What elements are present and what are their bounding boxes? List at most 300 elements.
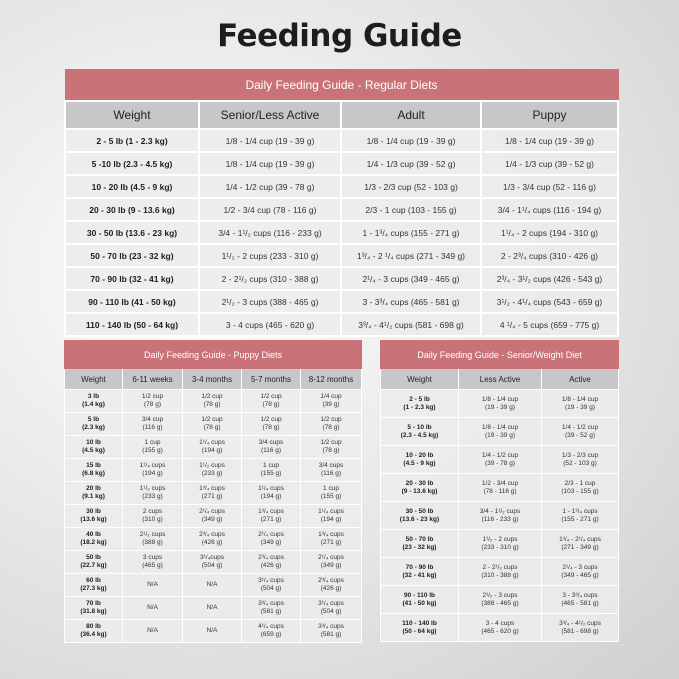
table-row: [65, 198, 618, 221]
column-header: 3-4 months: [183, 369, 242, 390]
column-header: Weight: [65, 369, 123, 390]
cell-primary-text: 1/4 - 1/2 cup: [561, 423, 599, 431]
cell-secondary-text: (4.5 - 9 kg): [403, 459, 436, 467]
cell-secondary-text: (426 g): [201, 539, 223, 546]
amount-cell: [459, 418, 542, 446]
table-row: [381, 502, 619, 530]
cell-secondary-text: (78 g): [203, 424, 221, 431]
table-row: [381, 614, 619, 642]
table-row: [65, 620, 362, 643]
cell-primary-text: 30 lb: [86, 508, 101, 516]
amount-cell: 3/4 - 1¹/₄ cups (116 - 194 g): [481, 198, 618, 221]
cell-primary-text: 1 cup: [323, 485, 339, 493]
cell-primary-text: 20 - 30 lb: [405, 479, 434, 487]
cell-secondary-text: (116 g): [142, 424, 163, 431]
weight-cell: 5 -10 lb (2.3 - 4.5 kg): [65, 152, 199, 175]
table-row: [65, 528, 362, 551]
amount-cell: [183, 551, 242, 574]
cell-secondary-text: (78 - 116 g): [483, 487, 517, 495]
cell-primary-text: 3/4 - 1¹/₂ cups: [479, 507, 521, 515]
weight-cell: [65, 597, 123, 620]
cell-secondary-text: (194 g): [142, 470, 163, 477]
amount-cell: [301, 390, 362, 413]
cell-primary-text: 1/2 cup: [260, 393, 282, 401]
cell-secondary-text: (13.6 kg): [80, 516, 107, 523]
amount-cell: [242, 436, 301, 459]
amount-cell: 2/3 - 1 cup (103 - 155 g): [341, 198, 481, 221]
cell-secondary-text: (349 g): [201, 516, 223, 523]
amount-cell: [301, 597, 362, 620]
column-header: 8-12 months: [301, 369, 362, 390]
cell-primary-text: 60 lb: [86, 577, 101, 585]
senior-weight-diet-heading: Daily Feeding Guide - Senior/Weight Diet: [381, 341, 619, 369]
weight-cell: [381, 390, 459, 418]
cell-secondary-text: (23 - 32 kg): [402, 543, 437, 551]
amount-cell: [542, 446, 619, 474]
cell-primary-text: 10 lb: [86, 439, 101, 447]
cell-primary-text: 2 - 5 lb: [409, 395, 430, 403]
cell-secondary-text: (39 - 52 g): [565, 431, 595, 439]
column-header: 6-11 weeks: [123, 369, 183, 390]
column-header: Less Active: [459, 369, 542, 390]
cell-secondary-text: (18.2 kg): [80, 539, 107, 546]
cell-secondary-text: (426 g): [320, 585, 342, 592]
cell-primary-text: 90 - 110 lb: [403, 591, 436, 599]
cell-secondary-text: (349 g): [260, 539, 282, 546]
amount-cell: [242, 505, 301, 528]
cell-primary-text: 1 cup: [263, 462, 279, 470]
amount-cell: [183, 597, 242, 620]
weight-cell: [65, 574, 123, 597]
puppy-diets-table: [64, 340, 362, 643]
amount-cell: [183, 574, 242, 597]
cell-primary-text: 1/2 cup: [260, 416, 282, 424]
weight-cell: [65, 528, 123, 551]
cell-secondary-text: (116 g): [260, 447, 282, 454]
table-row: [381, 446, 619, 474]
cell-primary-text: 3 - 4 cups: [485, 619, 515, 627]
cell-secondary-text: (78 g): [262, 424, 280, 431]
table-row: [381, 558, 619, 586]
amount-cell: 2³/₄ - 3¹/₂ cups (426 - 543 g): [481, 267, 618, 290]
table-row: [65, 413, 362, 436]
cell-secondary-text: (155 g): [260, 470, 282, 477]
amount-cell: [242, 597, 301, 620]
amount-cell: [123, 574, 183, 597]
table-row: [65, 313, 618, 336]
amount-cell: [301, 620, 362, 643]
table-row: [65, 574, 362, 597]
page-title: Feeding Guide: [217, 18, 462, 54]
weight-cell: [381, 530, 459, 558]
cell-secondary-text: (310 g): [142, 516, 163, 523]
cell-secondary-text: (78 g): [144, 401, 161, 408]
table-row: [65, 436, 362, 459]
cell-primary-text: 3³/₄ - 4¹/₂ cups: [559, 619, 601, 627]
weight-cell: [65, 551, 123, 574]
amount-cell: [123, 390, 183, 413]
cell-primary-text: 1 cup: [144, 439, 161, 447]
amount-cell: [123, 551, 183, 574]
cell-secondary-text: (52 - 103 g): [563, 459, 597, 467]
cell-secondary-text: (504 g): [201, 562, 223, 569]
amount-cell: [459, 446, 542, 474]
cell-primary-text: 2³/₄ cups: [258, 554, 284, 562]
amount-cell: [301, 482, 362, 505]
cell-primary-text: 1/2 cup: [320, 439, 342, 447]
cell-primary-text: N/A: [206, 604, 218, 612]
cell-primary-text: 3¹/₄ cups: [318, 600, 344, 608]
weight-cell: 70 - 90 lb (32 - 41 kg): [65, 267, 199, 290]
cell-primary-text: N/A: [206, 581, 218, 589]
cell-secondary-text: (4.5 kg): [82, 447, 105, 454]
cell-primary-text: 1/8 - 1/4 cup: [561, 395, 599, 403]
cell-primary-text: 2³/₄ cups: [318, 577, 344, 585]
cell-primary-text: 2¹/₄ - 3 cups: [562, 563, 598, 571]
cell-secondary-text: (13.6 - 23 kg): [399, 515, 440, 523]
cell-primary-text: 80 lb: [86, 623, 101, 631]
cell-primary-text: 2 cups: [142, 508, 163, 516]
cell-primary-text: 10 - 20 lb: [405, 451, 434, 459]
weight-cell: [381, 586, 459, 614]
cell-primary-text: 3/4 cups: [258, 439, 284, 447]
amount-cell: [123, 620, 183, 643]
cell-secondary-text: (27.3 kg): [80, 585, 107, 592]
cell-primary-text: 2/3 - 1 cup: [564, 479, 596, 487]
table-row: [65, 244, 618, 267]
cell-primary-text: 5 lb: [87, 416, 100, 424]
amount-cell: [242, 528, 301, 551]
column-header: Puppy: [481, 101, 618, 129]
cell-primary-text: 1/2 cup: [320, 416, 342, 424]
cell-primary-text: 1¹/₄ cups: [258, 485, 284, 493]
cell-secondary-text: (9 - 13.6 kg): [401, 487, 438, 495]
cell-primary-text: 1¹/₂ cups: [139, 485, 166, 493]
cell-primary-text: 1/2 cup: [201, 393, 223, 401]
cell-primary-text: 3¹/₄ cups: [258, 577, 284, 585]
column-header: Weight: [381, 369, 459, 390]
weight-cell: 30 - 50 lb (13.6 - 23 kg): [65, 221, 199, 244]
weight-cell: 10 - 20 lb (4.5 - 9 kg): [65, 175, 199, 198]
cell-secondary-text: (78 g): [322, 447, 340, 454]
amount-cell: [183, 436, 242, 459]
amount-cell: [183, 528, 242, 551]
cell-secondary-text: (465 - 581 g): [561, 599, 599, 607]
cell-secondary-text: (155 - 271 g): [561, 515, 599, 523]
weight-cell: 110 - 140 lb (50 - 64 kg): [65, 313, 199, 336]
weight-cell: [381, 418, 459, 446]
amount-cell: 1¹/₂ - 2 cups (233 - 310 g): [199, 244, 341, 267]
cell-secondary-text: (271 g): [201, 493, 223, 500]
cell-secondary-text: (349 g): [320, 562, 342, 569]
cell-secondary-text: (39 - 78 g): [485, 459, 515, 467]
cell-primary-text: 1¹/₂ cups: [199, 462, 225, 470]
amount-cell: 3 - 3³/₄ cups (465 - 581 g): [341, 290, 481, 313]
cell-primary-text: 2¹/₂ - 3 cups: [482, 591, 518, 599]
amount-cell: [123, 597, 183, 620]
cell-secondary-text: (155 g): [320, 493, 342, 500]
cell-primary-text: 3 - 3³/₄ cups: [562, 591, 598, 599]
cell-secondary-text: (349 - 465 g): [561, 571, 599, 579]
cell-secondary-text: (581 - 698 g): [561, 627, 599, 635]
cell-primary-text: 1³/₄ cups: [258, 508, 284, 516]
amount-cell: [123, 436, 183, 459]
cell-primary-text: 1¹/₄ cups: [318, 508, 344, 516]
cell-secondary-text: (1.4 kg): [82, 401, 105, 408]
amount-cell: [459, 586, 542, 614]
cell-secondary-text: (504 g): [320, 608, 342, 615]
amount-cell: [542, 418, 619, 446]
table-row: [381, 530, 619, 558]
table-row: [65, 290, 618, 313]
cell-secondary-text: (271 - 349 g): [561, 543, 599, 551]
cell-primary-text: 40 lb: [86, 531, 101, 539]
cell-secondary-text: (465 g): [142, 562, 163, 569]
amount-cell: [242, 574, 301, 597]
cell-primary-text: 1/4 - 1/2 cup: [481, 451, 519, 459]
table-row: [65, 221, 618, 244]
cell-secondary-text: (78 g): [262, 401, 280, 408]
weight-cell: [65, 459, 123, 482]
table-row: [65, 551, 362, 574]
amount-cell: [183, 413, 242, 436]
amount-cell: 4 ¹/₄ - 5 cups (659 - 775 g): [481, 313, 618, 336]
cell-secondary-text: (9.1 kg): [82, 493, 105, 500]
cell-secondary-text: (271 g): [320, 539, 342, 546]
cell-primary-text: 1¹/₄ cups: [199, 439, 225, 447]
amount-cell: [183, 390, 242, 413]
amount-cell: [242, 390, 301, 413]
amount-cell: 3/4 - 1¹/₂ cups (116 - 233 g): [199, 221, 341, 244]
table-row: [65, 129, 618, 152]
cell-secondary-text: (116 g): [320, 470, 342, 477]
cell-primary-text: 1³/₄ cups: [199, 485, 225, 493]
table-row: [381, 586, 619, 614]
cell-primary-text: 1/8 - 1/4 cup: [481, 395, 519, 403]
cell-secondary-text: (271 g): [260, 516, 282, 523]
amount-cell: [301, 505, 362, 528]
weight-cell: [381, 502, 459, 530]
table-row: [65, 175, 618, 198]
amount-cell: [542, 530, 619, 558]
cell-secondary-text: (116 - 233 g): [481, 515, 519, 523]
amount-cell: [242, 459, 301, 482]
cell-secondary-text: (310 - 388 g): [481, 571, 519, 579]
amount-cell: 2¹/₄ - 3 cups (349 - 465 g): [341, 267, 481, 290]
cell-primary-text: 1/3 - 2/3 cup: [561, 451, 599, 459]
cell-primary-text: 1³/₄ - 2¹/₄ cups: [559, 535, 601, 543]
amount-cell: 1/4 - 1/2 cup (39 - 78 g): [199, 175, 341, 198]
cell-primary-text: 70 lb: [86, 600, 101, 608]
amount-cell: [542, 586, 619, 614]
table-row: [65, 152, 618, 175]
amount-cell: [301, 459, 362, 482]
cell-primary-text: 1¹/₂ - 2 cups: [482, 535, 518, 543]
amount-cell: 1/4 - 1/3 cup (39 - 52 g): [481, 152, 618, 175]
table-row: [65, 482, 362, 505]
cell-primary-text: 1/2 cup: [141, 393, 164, 401]
weight-cell: 20 - 30 lb (9 - 13.6 kg): [65, 198, 199, 221]
table-row: [381, 390, 619, 418]
table-row: [381, 474, 619, 502]
amount-cell: [123, 528, 183, 551]
column-header: Senior/Less Active: [199, 101, 341, 129]
cell-secondary-text: (233 - 310 g): [481, 543, 519, 551]
senior-weight-diet-table: [380, 340, 619, 642]
cell-primary-text: 30 - 50 lb: [405, 507, 434, 515]
cell-secondary-text: (32 - 41 kg): [402, 571, 437, 579]
cell-primary-text: 70 - 90 lb: [405, 563, 434, 571]
amount-cell: 1¹/₄ - 2 cups (194 - 310 g): [481, 221, 618, 244]
amount-cell: [183, 482, 242, 505]
amount-cell: [542, 474, 619, 502]
amount-cell: [183, 505, 242, 528]
amount-cell: [459, 558, 542, 586]
cell-primary-text: 2¹/₂ cups: [139, 531, 166, 539]
cell-primary-text: 1¹/₄ cups: [139, 462, 166, 470]
amount-cell: [301, 413, 362, 436]
weight-cell: [65, 390, 123, 413]
amount-cell: [542, 614, 619, 642]
amount-cell: 1/8 - 1/4 cup (19 - 39 g): [481, 129, 618, 152]
cell-secondary-text: (388 g): [142, 539, 163, 546]
weight-cell: 2 - 5 lb (1 - 2.3 kg): [65, 129, 199, 152]
amount-cell: 1/8 - 1/4 cup (19 - 39 g): [341, 129, 481, 152]
weight-cell: 50 - 70 lb (23 - 32 kg): [65, 244, 199, 267]
amount-cell: [301, 574, 362, 597]
amount-cell: 3³/₄ - 4¹/₂ cups (581 - 698 g): [341, 313, 481, 336]
cell-primary-text: 1/8 - 1/4 cup: [481, 423, 519, 431]
cell-primary-text: 3¹/₄cups: [200, 554, 224, 562]
cell-primary-text: 110 - 140 lb: [402, 619, 437, 627]
column-header: Adult: [341, 101, 481, 129]
amount-cell: [459, 474, 542, 502]
cell-primary-text: 2¹/₄ cups: [199, 508, 225, 516]
table-row: [65, 505, 362, 528]
cell-secondary-text: (504 g): [260, 585, 282, 592]
weight-cell: 90 - 110 lb (41 - 50 kg): [65, 290, 199, 313]
table-row: [65, 597, 362, 620]
regular-diets-heading: Daily Feeding Guide - Regular Diets: [65, 70, 618, 102]
cell-secondary-text: (19 - 39 g): [485, 431, 515, 439]
cell-secondary-text: (581 g): [320, 631, 342, 638]
cell-secondary-text: (31.8 kg): [80, 608, 107, 615]
amount-cell: [123, 482, 183, 505]
cell-secondary-text: (659 g): [260, 631, 282, 638]
cell-primary-text: 2¹/₄ cups: [258, 531, 284, 539]
puppy-diets-heading: Daily Feeding Guide - Puppy Diets: [65, 341, 362, 369]
column-header: Active: [542, 369, 619, 390]
cell-secondary-text: (39 g): [322, 401, 340, 408]
amount-cell: 1/3 - 3/4 cup (52 - 116 g): [481, 175, 618, 198]
cell-primary-text: 1/2 - 3/4 cup: [481, 479, 519, 487]
cell-primary-text: N/A: [206, 627, 218, 635]
amount-cell: [459, 502, 542, 530]
cell-primary-text: 2 - 2¹/₂ cups: [482, 563, 518, 571]
amount-cell: 3¹/₂ - 4¹/₄ cups (543 - 659 g): [481, 290, 618, 313]
cell-primary-text: 4¹/₄ cups: [258, 623, 284, 631]
amount-cell: 1/2 - 3/4 cup (78 - 116 g): [199, 198, 341, 221]
cell-primary-text: 1³/₄ cups: [318, 531, 344, 539]
cell-secondary-text: (194 g): [260, 493, 282, 500]
amount-cell: [123, 459, 183, 482]
cell-secondary-text: (194 g): [201, 447, 223, 454]
column-header: 5-7 months: [242, 369, 301, 390]
amount-cell: 2¹/₂ - 3 cups (388 - 465 g): [199, 290, 341, 313]
amount-cell: 2 - 2³/₄ cups (310 - 426 g): [481, 244, 618, 267]
amount-cell: [542, 558, 619, 586]
weight-cell: [65, 436, 123, 459]
amount-cell: [301, 528, 362, 551]
cell-secondary-text: (388 - 465 g): [481, 599, 519, 607]
cell-primary-text: 3³/₄ cups: [318, 623, 344, 631]
cell-secondary-text: (194 g): [320, 516, 342, 523]
table-row: [65, 267, 618, 290]
amount-cell: [123, 413, 183, 436]
amount-cell: [542, 390, 619, 418]
weight-cell: [65, 482, 123, 505]
cell-primary-text: 3 lb: [87, 393, 100, 401]
cell-primary-text: 3/4 cup: [141, 416, 164, 424]
amount-cell: 1³/₄ - 2 ¹/₄ cups (271 - 349 g): [341, 244, 481, 267]
weight-cell: [381, 614, 459, 642]
cell-primary-text: 20 lb: [86, 485, 101, 493]
cell-secondary-text: (50 - 64 kg): [402, 627, 437, 635]
weight-cell: [65, 413, 123, 436]
cell-secondary-text: (581 g): [260, 608, 282, 615]
table-row: [65, 390, 362, 413]
cell-primary-text: 3/4 cups: [318, 462, 344, 470]
amount-cell: [183, 459, 242, 482]
cell-primary-text: N/A: [147, 581, 158, 589]
amount-cell: [123, 505, 183, 528]
cell-secondary-text: (155 g): [142, 447, 163, 454]
cell-primary-text: N/A: [147, 604, 158, 612]
amount-cell: [459, 530, 542, 558]
table-row: [381, 418, 619, 446]
weight-cell: [381, 474, 459, 502]
amount-cell: [242, 482, 301, 505]
cell-secondary-text: (233 g): [142, 493, 163, 500]
cell-primary-text: N/A: [147, 627, 158, 635]
amount-cell: [542, 502, 619, 530]
weight-cell: [381, 558, 459, 586]
cell-primary-text: 5 - 10 lb: [407, 423, 432, 431]
amount-cell: [459, 390, 542, 418]
amount-cell: [242, 620, 301, 643]
column-header: Weight: [65, 101, 199, 129]
amount-cell: 1/3 - 2/3 cup (52 - 103 g): [341, 175, 481, 198]
weight-cell: [65, 620, 123, 643]
amount-cell: [183, 620, 242, 643]
cell-secondary-text: (2.3 kg): [82, 424, 105, 431]
amount-cell: [459, 614, 542, 642]
cell-primary-text: 1 - 1³/₄ cups: [562, 507, 598, 515]
cell-primary-text: 2¹/₄ cups: [318, 554, 344, 562]
cell-primary-text: 2³/₄ cups: [199, 531, 225, 539]
cell-secondary-text: (19 - 39 g): [565, 403, 595, 411]
cell-secondary-text: (22.7 kg): [80, 562, 107, 569]
amount-cell: [242, 413, 301, 436]
cell-secondary-text: (78 g): [203, 401, 221, 408]
cell-secondary-text: (41 - 50 kg): [402, 599, 437, 607]
amount-cell: 2 - 2¹/₂ cups (310 - 388 g): [199, 267, 341, 290]
amount-cell: 1/8 - 1/4 cup (19 - 39 g): [199, 129, 341, 152]
regular-diets-table: [64, 69, 619, 337]
cell-secondary-text: (36.4 kg): [80, 631, 107, 638]
cell-secondary-text: (19 - 39 g): [485, 403, 515, 411]
cell-secondary-text: (2.3 - 4.5 kg): [400, 431, 439, 439]
